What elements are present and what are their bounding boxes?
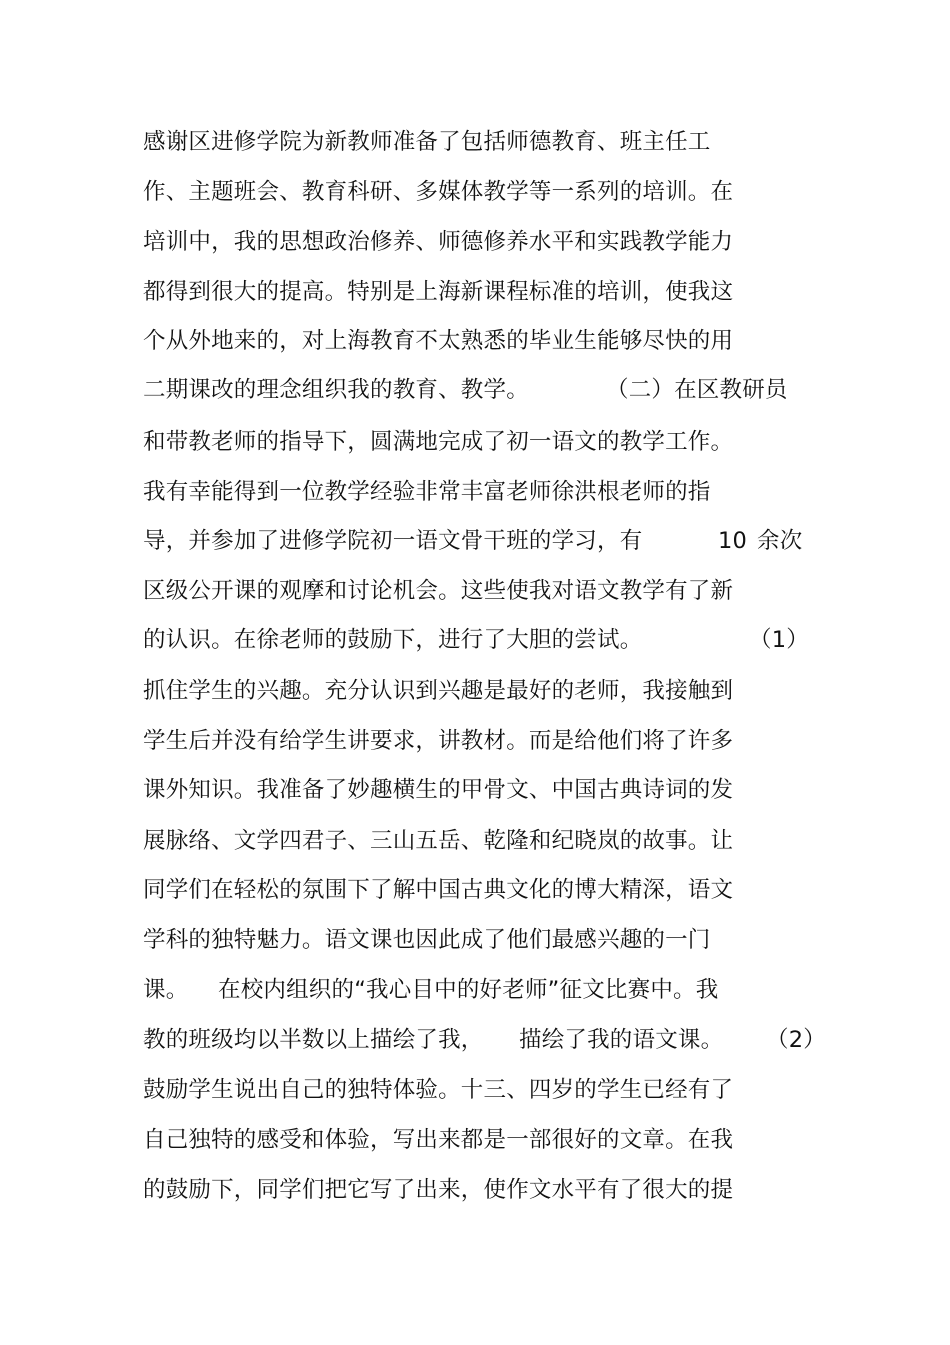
text-segment: 展脉络、文学四君子、三山五岳、乾隆和纪晓岚的故事。让: [143, 828, 734, 854]
list-marker: （2）: [766, 1027, 826, 1053]
text-segment: 余次: [757, 528, 803, 554]
number-text: 10: [718, 528, 748, 554]
text-segment: 的认识。在徐老师的鼓励下，进行了大胆的尝试。: [143, 627, 643, 653]
text-segment: 都得到很大的提高。特别是上海新课程标准的培训，使我这: [143, 279, 734, 305]
text-segment: 作、主题班会、教育科研、多媒体教学等一系列的培训。在: [143, 179, 734, 205]
text-segment: 课外知识。我准备了妙趣横生的甲骨文、中国古典诗词的发: [143, 777, 734, 803]
text-segment: 描绘了我的语文课。: [519, 1027, 724, 1053]
text-segment: 的鼓励下，同学们把它写了出来，使作文水平有了很大的提: [143, 1177, 734, 1203]
text-segment: 教的班级均以半数以上描绘了我，: [143, 1027, 484, 1053]
text-segment: 和带教老师的指导下，圆满地完成了初一语文的教学工作。: [143, 429, 734, 455]
text-segment: 感谢区进修学院为新教师准备了包括师德教育、班主任工: [143, 129, 711, 155]
list-marker: （1）: [749, 627, 809, 653]
text-segment: 学科的独特魅力。语文课也因此成了他们最感兴趣的一门: [143, 927, 711, 953]
text-segment: 学生后并没有给学生讲要求，讲教材。而是给他们将了许多: [143, 728, 734, 754]
text-segment: 个从外地来的，对上海教育不太熟悉的毕业生能够尽快的用: [143, 328, 734, 354]
text-segment: 同学们在轻松的氛围下了解中国古典文化的博大精深，语文: [143, 877, 734, 903]
text-segment: 抓住学生的兴趣。充分认识到兴趣是最好的老师，我接触到: [143, 678, 734, 704]
text-segment: 培训中，我的思想政治修养、师德修养水平和实践教学能力: [143, 229, 734, 255]
text-segment: 课。: [143, 977, 189, 1003]
text-segment: 我有幸能得到一位教学经验非常丰富老师徐洪根老师的指: [143, 479, 711, 505]
text-segment: 在校内组织的“我心目中的好老师”征文比赛中。我: [218, 977, 719, 1003]
text-segment: 区级公开课的观摩和讨论机会。这些使我对语文教学有了新: [143, 578, 734, 604]
text-segment: 自己独特的感受和体验，写出来都是一部很好的文章。在我: [143, 1127, 734, 1153]
section-heading: （二）在区教研员: [606, 377, 788, 403]
text-segment: 导，并参加了进修学院初一语文骨干班的学习，有: [143, 528, 643, 554]
text-segment: 鼓励学生说出自己的独特体验。十三、四岁的学生已经有了: [143, 1077, 734, 1103]
text-segment: 二期课改的理念组织我的教育、教学。: [143, 377, 529, 403]
